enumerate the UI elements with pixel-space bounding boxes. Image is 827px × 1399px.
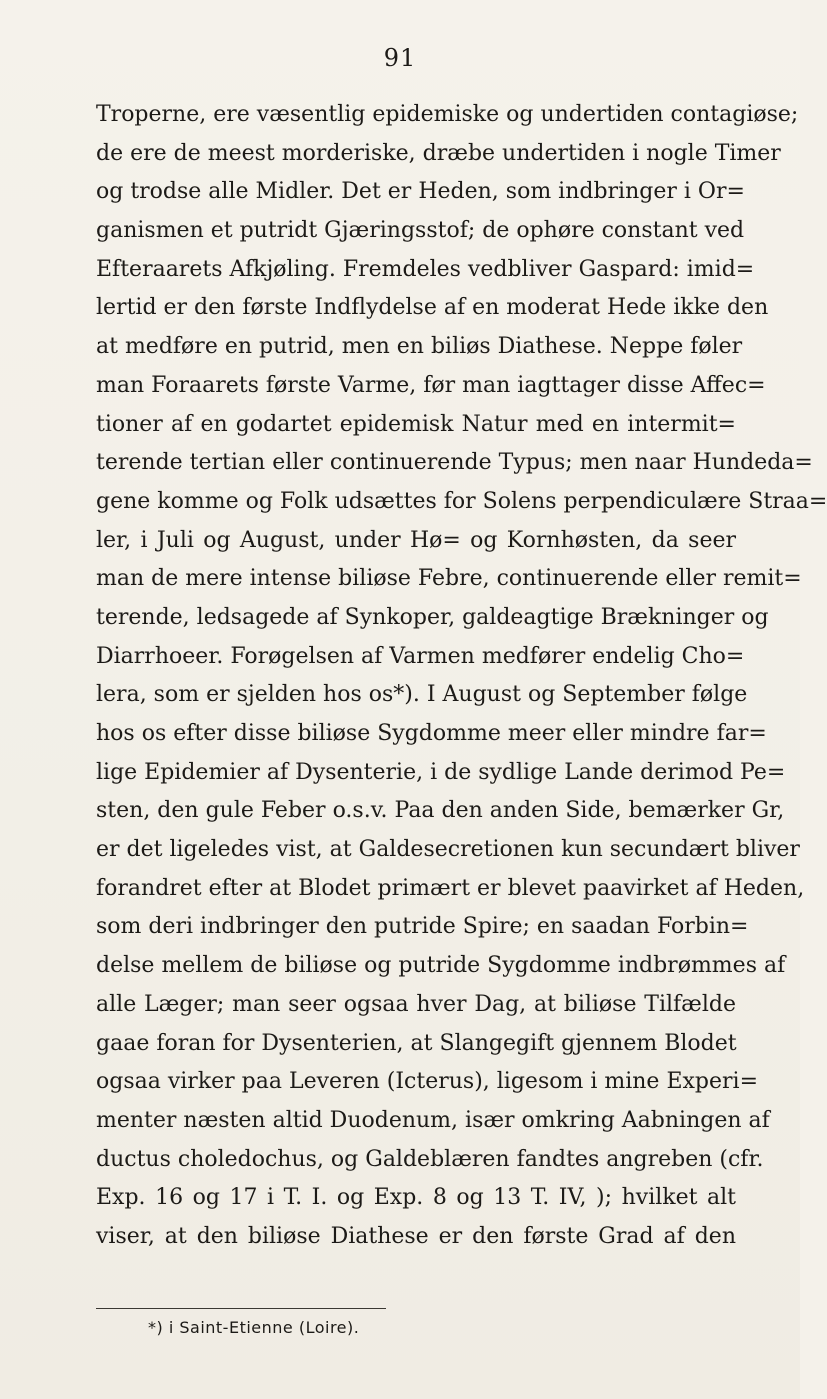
text-line: forandret efter at Blodet primært er blevet paavirket af Heden, (96, 875, 805, 901)
body-text (96, 96, 827, 1257)
text-line: Diarrhoeer. Forøgelsen af Varmen medfører endelig Cho= (96, 643, 745, 669)
text-line: man de mere intense biliøse Febre, continuerende eller remit= (96, 566, 802, 592)
text-line: Efteraarets Afkjøling. Fremdeles vedbliver Gaspard: imid= (96, 256, 755, 282)
text-line: gene komme og Folk udsættes for Solens perpendiculære Straa= (96, 488, 827, 514)
text-line: og trodse alle Midler. Det er Heden, som indbringer i Or= (96, 179, 745, 205)
text-line: lera, som er sjelden hos os*). I August og September følge (96, 682, 748, 708)
text-line: viser, at den biliøse Diathese er den første Grad af den (96, 1223, 736, 1249)
text-line: er det ligeledes vist, at Galdesecretionen kun secundært bliver (96, 837, 800, 863)
page-number: 91 (383, 44, 417, 72)
text-line: at medføre en putrid, men en biliøs Diathese. Neppe føler (96, 334, 743, 360)
text-line: menter næsten altid Duodenum, især omkring Aabningen af (96, 1107, 770, 1133)
text-line: ductus choledochus, og Galdeblæren fandtes angreben (cfr. (96, 1146, 764, 1172)
text-line: terende tertian eller continuerende Typus; men naar Hundeda= (96, 450, 813, 476)
text-line: Troperne, ere væsentlig epidemiske og undertiden contagiøse; (96, 102, 799, 127)
text-line: lertid er den første Indflydelse af en moderat Hede ikke den (96, 295, 769, 321)
text-line: delse mellem de biliøse og putride Sygdomme indbrømmes af (96, 953, 786, 979)
text-line: som deri indbringer den putride Spire; en saadan Forbin= (96, 914, 749, 940)
text-line: gaae foran for Dysenterien, at Slangegift gjennem Blodet (96, 1030, 737, 1056)
text-line: terende, ledsagede af Synkoper, galdeagtige Brækninger og (96, 604, 769, 630)
text-line: hos os efter disse biliøse Sygdomme meer eller mindre far= (96, 721, 767, 746)
text-line: sten, den gule Feber o.s.v. Paa den anden Side, bemærker Gr, (96, 798, 785, 824)
footnote-divider (96, 1308, 386, 1309)
text-line: ler, i Juli og August, under Hø= og Kornhøsten, da seer (96, 527, 736, 553)
footnote: *) i Saint-Etienne (Loire). (148, 1318, 360, 1337)
text-line: tioner af en godartet epidemisk Natur med en intermit= (96, 411, 736, 437)
text-line: de ere de meest morderiske, dræbe undertiden i nogle Timer (96, 140, 781, 166)
text-line: ganismen et putridt Gjæringsstof; de ophøre constant ved (96, 218, 745, 244)
text-line: alle Læger; man seer ogsaa hver Dag, at biliøse Tilfælde (96, 991, 736, 1017)
text-line: Exp. 16 og 17 i T. I. og Exp. 8 og 13 T. IV, ); hvilket alt (96, 1185, 736, 1211)
text-line: lige Epidemier af Dysenterie, i de sydlige Lande derimod Pe= (96, 759, 786, 785)
text-line: ogsaa virker paa Leveren (Icterus), ligesom i mine Experi= (96, 1069, 758, 1095)
text-line: man Foraarets første Varme, før man iagttager disse Affec= (96, 372, 766, 398)
